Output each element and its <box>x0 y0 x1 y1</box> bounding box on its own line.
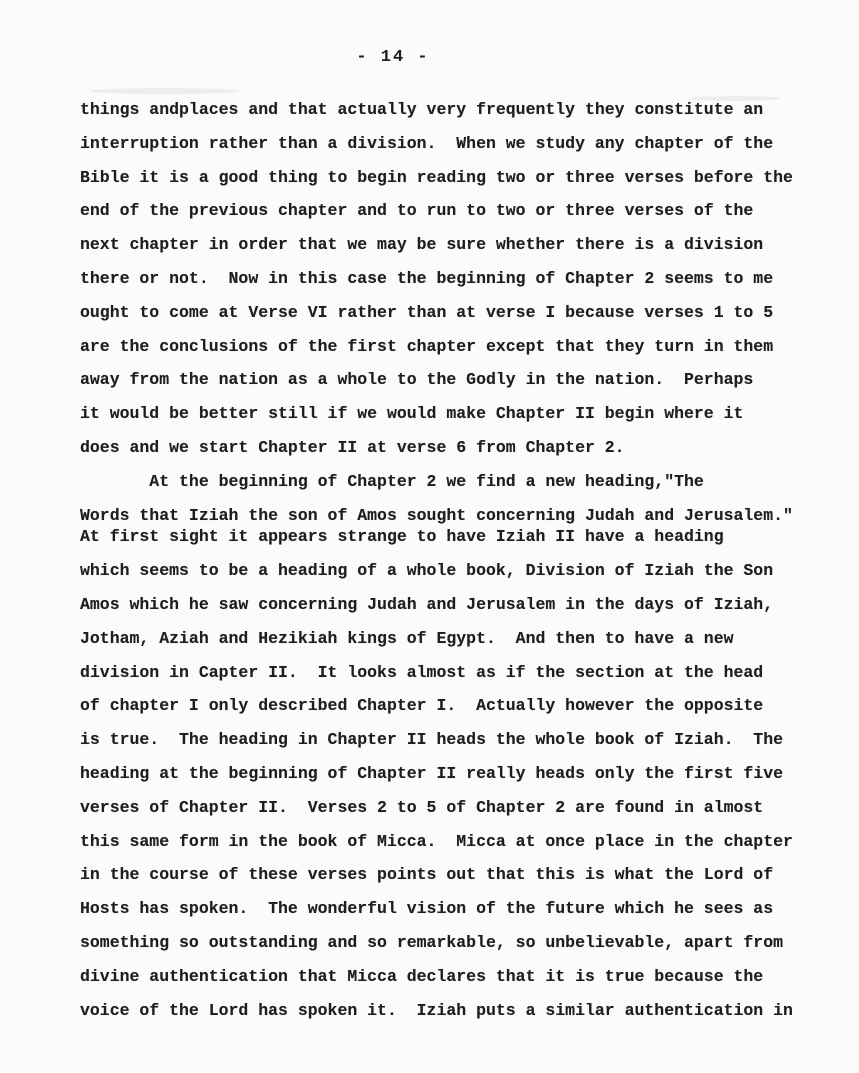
paragraph-2 <box>80 472 821 1035</box>
text-line: Words that Iziah the son of Amos sought concerning Judah and Jerusalem." <box>80 505 793 525</box>
text-line: Hosts has spoken. The wonderful vision of the future which he sees as <box>80 899 774 919</box>
text-line: Jotham, Aziah and Hezikiah kings of Egypt. And then to have a new <box>80 628 734 648</box>
text-line: Bible it is a good thing to begin reading two or three verses before the <box>80 167 793 187</box>
text-line: interruption rather than a division. When we study any chapter of the <box>80 133 774 153</box>
text-line: division in Capter II. It looks almost as if the section at the head <box>80 662 764 682</box>
paragraph-1 <box>80 100 821 472</box>
text-line: there or not. Now in this case the beginning of Chapter 2 seems to me <box>80 268 774 288</box>
document-body <box>80 100 821 1034</box>
text-line: this same form in the book of Micca. Micca at once place in the chapter <box>80 831 793 851</box>
text-line: does and we start Chapter II at verse 6 from Chapter 2. <box>80 437 625 457</box>
text-line: next chapter in order that we may be sure whether there is a division <box>80 235 764 255</box>
text-line: is true. The heading in Chapter II heads the whole book of Iziah. The <box>80 730 784 750</box>
text-line: At first sight it appears strange to have Iziah II have a heading <box>80 527 724 547</box>
text-line: verses of Chapter II. Verses 2 to 5 of Chapter 2 are found in almost <box>80 797 764 817</box>
text-line: in the course of these verses points out that this is what the Lord of <box>80 865 774 885</box>
text-line: things andplaces and that actually very frequently they constitute an <box>80 100 764 119</box>
text-line: Amos which he saw concerning Judah and Jerusalem in the days of Iziah, <box>80 594 774 614</box>
text-line: voice of the Lord has spoken it. Iziah puts a similar authentication in <box>80 1000 793 1020</box>
scan-smudge <box>90 88 240 94</box>
text-line: something so outstanding and so remarkable, so unbelievable, apart from <box>80 932 784 952</box>
text-line: ought to come at Verse VI rather than at verse I because verses 1 to 5 <box>80 302 774 322</box>
text-line: At the beginning of Chapter 2 we find a new heading,"The <box>80 471 704 491</box>
text-line: it would be better still if we would make Chapter II begin where it <box>80 404 744 424</box>
text-line: end of the previous chapter and to run to two or three verses of the <box>80 201 754 221</box>
text-line: divine authentication that Micca declares that it is true because the <box>80 966 764 986</box>
text-line: heading at the beginning of Chapter II really heads only the first five <box>80 763 784 783</box>
text-line: are the conclusions of the first chapter except that they turn in them <box>80 336 774 356</box>
text-line: which seems to be a heading of a whole book, Division of Iziah the Son <box>80 561 774 581</box>
text-line: away from the nation as a whole to the Godly in the nation. Perhaps <box>80 370 754 390</box>
page-number: - 14 - <box>356 48 430 67</box>
text-line: of chapter I only described Chapter I. Actually however the opposite <box>80 696 764 716</box>
